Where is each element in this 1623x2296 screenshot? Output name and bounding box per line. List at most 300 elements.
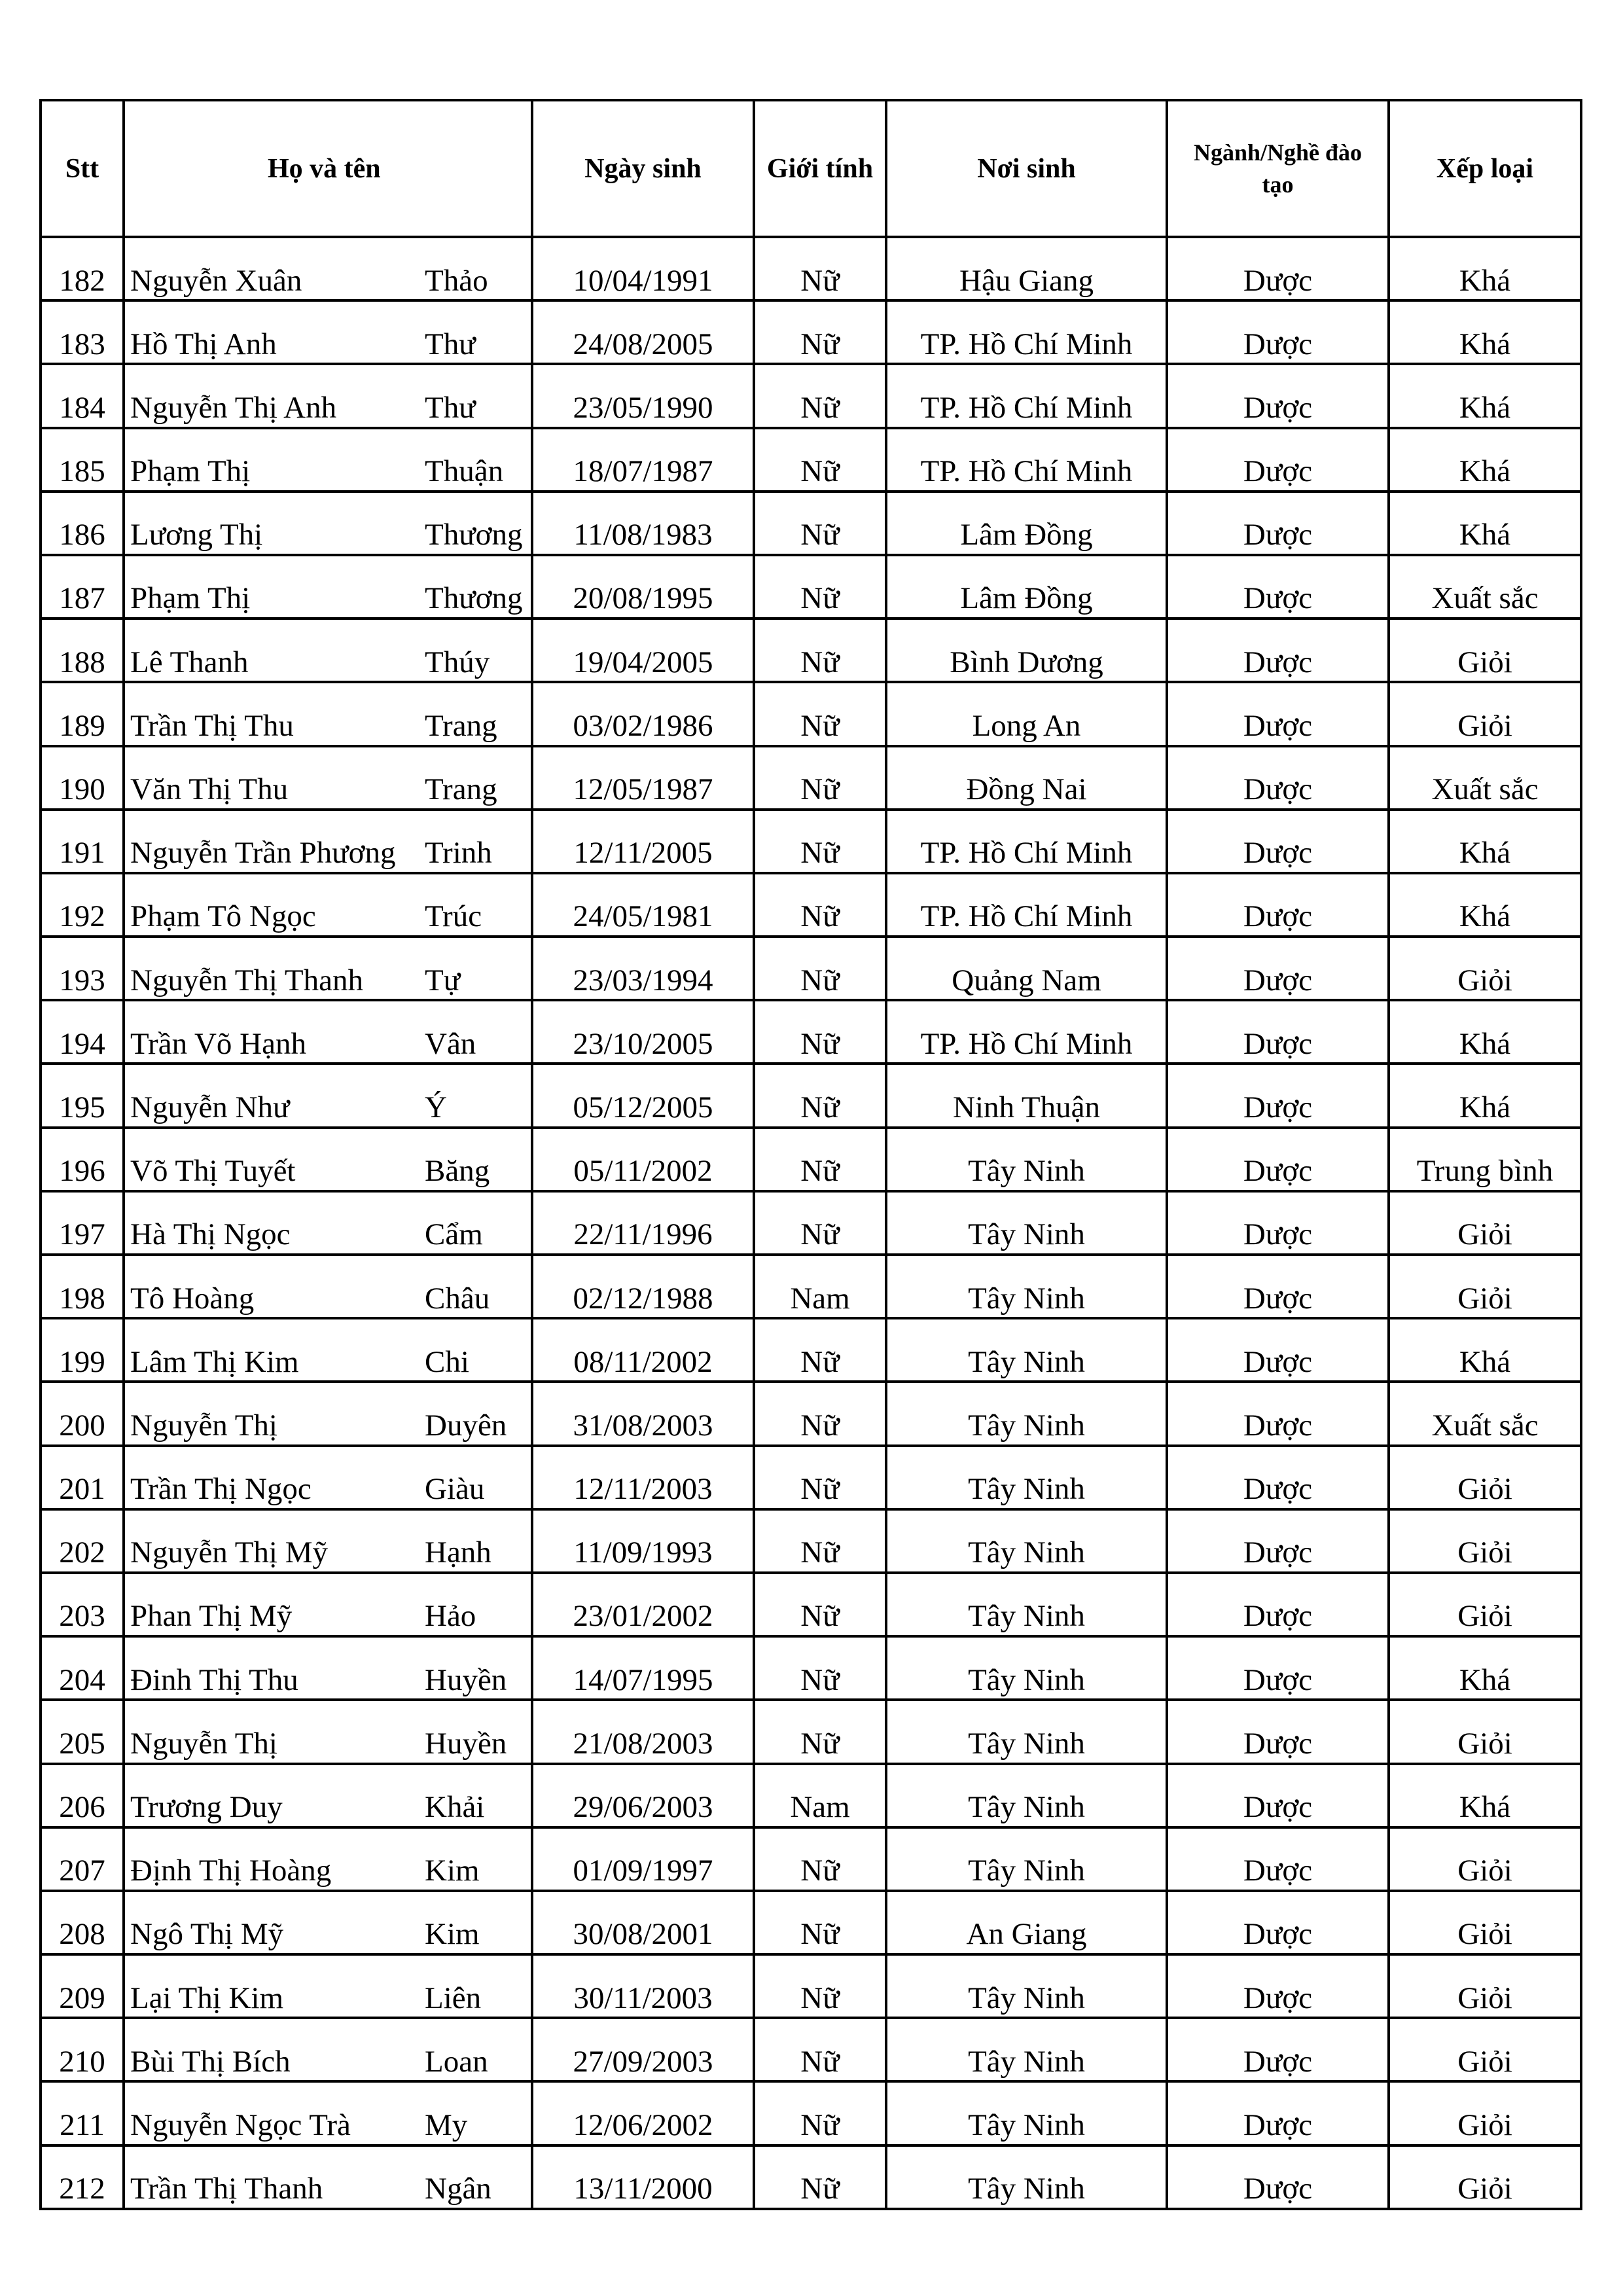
cell-full-name bbox=[124, 1000, 532, 1064]
cell-stt: 188 bbox=[41, 619, 124, 682]
cell-full-name bbox=[124, 873, 532, 937]
cell-full-name bbox=[124, 300, 532, 364]
cell-full-name bbox=[124, 810, 532, 873]
cell-rank: Khá bbox=[1389, 1000, 1581, 1064]
cell-birthplace: Tây Ninh bbox=[886, 1954, 1167, 2018]
cell-birthplace: TP. Hồ Chí Minh bbox=[886, 1000, 1167, 1064]
cell-given-name: Ngân bbox=[425, 2172, 491, 2206]
cell-given-name: Chi bbox=[425, 1344, 469, 1379]
cell-gender: Nữ bbox=[754, 1064, 886, 1127]
table-row bbox=[41, 2081, 1581, 2145]
cell-birthplace: Tây Ninh bbox=[886, 2018, 1167, 2081]
cell-full-name bbox=[124, 1636, 532, 1700]
table-row bbox=[41, 1827, 1581, 1891]
cell-birthplace: Tây Ninh bbox=[886, 1191, 1167, 1255]
cell-major: Dược bbox=[1167, 937, 1389, 1000]
cell-given-name: Thương bbox=[425, 518, 523, 552]
cell-given-name: My bbox=[425, 2108, 468, 2142]
cell-birthplace: Tây Ninh bbox=[886, 1128, 1167, 1191]
cell-family-name: Hồ Thị Anh bbox=[130, 327, 277, 361]
cell-stt: 186 bbox=[41, 492, 124, 555]
cell-birthplace: Tây Ninh bbox=[886, 1255, 1167, 1318]
cell-stt: 199 bbox=[41, 1318, 124, 1382]
cell-gender: Nữ bbox=[754, 364, 886, 427]
cell-dob: 11/08/1983 bbox=[532, 492, 754, 555]
cell-major: Dược bbox=[1167, 873, 1389, 937]
cell-family-name: Nguyễn Trần Phương bbox=[130, 836, 396, 870]
cell-gender: Nữ bbox=[754, 237, 886, 300]
cell-stt: 191 bbox=[41, 810, 124, 873]
cell-major: Dược bbox=[1167, 1700, 1389, 1763]
cell-gender: Nữ bbox=[754, 937, 886, 1000]
cell-full-name bbox=[124, 492, 532, 555]
cell-birthplace: Tây Ninh bbox=[886, 1700, 1167, 1763]
cell-rank: Giỏi bbox=[1389, 1700, 1581, 1763]
table-row bbox=[41, 1382, 1581, 1445]
table-row bbox=[41, 1764, 1581, 1827]
cell-family-name: Lâm Thị Kim bbox=[130, 1344, 299, 1379]
header-dob: Ngày sinh bbox=[532, 100, 754, 237]
cell-major: Dược bbox=[1167, 682, 1389, 745]
table-row bbox=[41, 810, 1581, 873]
cell-rank: Giỏi bbox=[1389, 1827, 1581, 1891]
cell-full-name bbox=[124, 1764, 532, 1827]
cell-gender: Nữ bbox=[754, 555, 886, 619]
cell-full-name bbox=[124, 682, 532, 745]
cell-stt: 197 bbox=[41, 1191, 124, 1255]
table-body bbox=[41, 237, 1581, 2209]
cell-major: Dược bbox=[1167, 2018, 1389, 2081]
cell-stt: 209 bbox=[41, 1954, 124, 2018]
table-row bbox=[41, 555, 1581, 619]
cell-gender: Nữ bbox=[754, 1446, 886, 1509]
cell-full-name bbox=[124, 1954, 532, 2018]
cell-stt: 208 bbox=[41, 1891, 124, 1954]
header-major bbox=[1167, 100, 1389, 237]
cell-birthplace: Tây Ninh bbox=[886, 1382, 1167, 1445]
cell-major: Dược bbox=[1167, 1318, 1389, 1382]
cell-rank: Giỏi bbox=[1389, 2081, 1581, 2145]
cell-dob: 23/05/1990 bbox=[532, 364, 754, 427]
cell-major: Dược bbox=[1167, 1636, 1389, 1700]
cell-given-name: Kim bbox=[425, 1854, 480, 1888]
cell-birthplace: Tây Ninh bbox=[886, 1573, 1167, 1636]
cell-gender: Nam bbox=[754, 1255, 886, 1318]
cell-family-name: Tô Hoàng bbox=[130, 1281, 255, 1316]
cell-family-name: Ngô Thị Mỹ bbox=[130, 1917, 284, 1952]
cell-rank: Khá bbox=[1389, 428, 1581, 492]
cell-rank: Khá bbox=[1389, 873, 1581, 937]
cell-full-name bbox=[124, 1064, 532, 1127]
header-stt: Stt bbox=[41, 100, 124, 237]
table-row bbox=[41, 1700, 1581, 1763]
table-row bbox=[41, 1509, 1581, 1573]
cell-family-name: Bùi Thị Bích bbox=[130, 2044, 291, 2079]
cell-full-name bbox=[124, 1128, 532, 1191]
table-row bbox=[41, 1128, 1581, 1191]
cell-gender: Nữ bbox=[754, 492, 886, 555]
header-major-line1: Ngành/Nghề đào bbox=[1193, 139, 1363, 166]
cell-gender: Nữ bbox=[754, 1700, 886, 1763]
cell-dob: 23/01/2002 bbox=[532, 1573, 754, 1636]
cell-family-name: Đinh Thị Thu bbox=[130, 1662, 298, 1697]
cell-full-name bbox=[124, 1446, 532, 1509]
cell-gender: Nữ bbox=[754, 1191, 886, 1255]
cell-family-name: Nguyễn Thị bbox=[130, 1726, 277, 1761]
cell-stt: 206 bbox=[41, 1764, 124, 1827]
cell-gender: Nữ bbox=[754, 428, 886, 492]
cell-rank: Giỏi bbox=[1389, 619, 1581, 682]
cell-stt: 202 bbox=[41, 1509, 124, 1573]
cell-stt: 194 bbox=[41, 1000, 124, 1064]
cell-gender: Nữ bbox=[754, 682, 886, 745]
cell-major: Dược bbox=[1167, 555, 1389, 619]
cell-given-name: Ý bbox=[425, 1090, 447, 1124]
cell-family-name: Hà Thị Ngọc bbox=[130, 1217, 291, 1252]
cell-rank: Khá bbox=[1389, 810, 1581, 873]
cell-stt: 189 bbox=[41, 682, 124, 745]
cell-full-name bbox=[124, 1191, 532, 1255]
table-row bbox=[41, 873, 1581, 937]
cell-full-name bbox=[124, 2145, 532, 2209]
cell-given-name: Huyền bbox=[425, 1726, 507, 1761]
cell-dob: 23/10/2005 bbox=[532, 1000, 754, 1064]
cell-stt: 207 bbox=[41, 1827, 124, 1891]
cell-family-name: Nguyễn Thị bbox=[130, 1408, 277, 1443]
cell-rank: Giỏi bbox=[1389, 1954, 1581, 2018]
cell-given-name: Thảo bbox=[425, 263, 488, 298]
cell-birthplace: Tây Ninh bbox=[886, 2081, 1167, 2145]
cell-family-name: Nguyễn Thị Anh bbox=[130, 390, 337, 425]
cell-rank: Xuất sắc bbox=[1389, 1382, 1581, 1445]
cell-birthplace: Lâm Đồng bbox=[886, 555, 1167, 619]
cell-stt: 193 bbox=[41, 937, 124, 1000]
cell-gender: Nữ bbox=[754, 1573, 886, 1636]
cell-major: Dược bbox=[1167, 1764, 1389, 1827]
table-row bbox=[41, 1255, 1581, 1318]
cell-stt: 195 bbox=[41, 1064, 124, 1127]
cell-birthplace: Tây Ninh bbox=[886, 1827, 1167, 1891]
cell-gender: Nữ bbox=[754, 1827, 886, 1891]
cell-given-name: Thư bbox=[425, 327, 476, 361]
cell-dob: 24/05/1981 bbox=[532, 873, 754, 937]
cell-dob: 18/07/1987 bbox=[532, 428, 754, 492]
cell-birthplace: TP. Hồ Chí Minh bbox=[886, 873, 1167, 937]
cell-dob: 12/11/2005 bbox=[532, 810, 754, 873]
cell-family-name: Nguyễn Xuân bbox=[130, 263, 302, 298]
cell-family-name: Lê Thanh bbox=[130, 645, 249, 679]
cell-gender: Nữ bbox=[754, 300, 886, 364]
cell-major: Dược bbox=[1167, 1827, 1389, 1891]
cell-family-name: Định Thị Hoàng bbox=[130, 1854, 332, 1888]
cell-stt: 212 bbox=[41, 2145, 124, 2209]
cell-family-name: Phạm Thị bbox=[130, 581, 251, 616]
table-row bbox=[41, 682, 1581, 745]
cell-given-name: Thư bbox=[425, 390, 476, 425]
cell-rank: Giỏi bbox=[1389, 1891, 1581, 1954]
cell-rank: Giỏi bbox=[1389, 2145, 1581, 2209]
cell-dob: 08/11/2002 bbox=[532, 1318, 754, 1382]
cell-family-name: Nguyễn Thị Mỹ bbox=[130, 1535, 329, 1570]
cell-stt: 196 bbox=[41, 1128, 124, 1191]
header-row bbox=[41, 100, 1581, 237]
cell-birthplace: Tây Ninh bbox=[886, 1509, 1167, 1573]
cell-major: Dược bbox=[1167, 810, 1389, 873]
cell-rank: Trung bình bbox=[1389, 1128, 1581, 1191]
cell-stt: 210 bbox=[41, 2018, 124, 2081]
cell-given-name: Châu bbox=[425, 1281, 490, 1316]
cell-stt: 184 bbox=[41, 364, 124, 427]
cell-family-name: Phạm Tô Ngọc bbox=[130, 899, 316, 934]
cell-family-name: Nguyễn Như bbox=[130, 1090, 290, 1124]
cell-stt: 187 bbox=[41, 555, 124, 619]
cell-gender: Nữ bbox=[754, 2081, 886, 2145]
cell-full-name bbox=[124, 2081, 532, 2145]
cell-given-name: Giàu bbox=[425, 1472, 485, 1507]
cell-birthplace: Tây Ninh bbox=[886, 1318, 1167, 1382]
table-row bbox=[41, 1573, 1581, 1636]
cell-rank: Giỏi bbox=[1389, 2018, 1581, 2081]
cell-given-name: Vân bbox=[425, 1026, 476, 1061]
table-row bbox=[41, 937, 1581, 1000]
cell-gender: Nữ bbox=[754, 1382, 886, 1445]
cell-rank: Giỏi bbox=[1389, 1255, 1581, 1318]
cell-dob: 01/09/1997 bbox=[532, 1827, 754, 1891]
cell-dob: 19/04/2005 bbox=[532, 619, 754, 682]
cell-gender: Nữ bbox=[754, 873, 886, 937]
cell-family-name: Nguyễn Ngọc Trà bbox=[130, 2108, 351, 2142]
cell-gender: Nữ bbox=[754, 1000, 886, 1064]
cell-family-name: Trương Duy bbox=[130, 1790, 283, 1824]
cell-family-name: Trần Thị Ngọc bbox=[130, 1472, 312, 1507]
cell-major: Dược bbox=[1167, 1128, 1389, 1191]
cell-rank: Khá bbox=[1389, 300, 1581, 364]
cell-family-name: Võ Thị Tuyết bbox=[130, 1154, 296, 1189]
table-row bbox=[41, 1446, 1581, 1509]
cell-gender: Nữ bbox=[754, 1636, 886, 1700]
cell-full-name bbox=[124, 364, 532, 427]
cell-dob: 29/06/2003 bbox=[532, 1764, 754, 1827]
cell-major: Dược bbox=[1167, 1446, 1389, 1509]
cell-family-name: Lại Thị Kim bbox=[130, 1981, 284, 2015]
table-row bbox=[41, 428, 1581, 492]
cell-rank: Giỏi bbox=[1389, 1446, 1581, 1509]
cell-gender: Nữ bbox=[754, 2018, 886, 2081]
cell-stt: 203 bbox=[41, 1573, 124, 1636]
table-row bbox=[41, 619, 1581, 682]
cell-stt: 200 bbox=[41, 1382, 124, 1445]
cell-stt: 201 bbox=[41, 1446, 124, 1509]
cell-birthplace: TP. Hồ Chí Minh bbox=[886, 364, 1167, 427]
cell-given-name: Thương bbox=[425, 581, 523, 616]
cell-major: Dược bbox=[1167, 1064, 1389, 1127]
cell-major: Dược bbox=[1167, 364, 1389, 427]
cell-gender: Nữ bbox=[754, 1318, 886, 1382]
table-row bbox=[41, 746, 1581, 810]
cell-full-name bbox=[124, 2018, 532, 2081]
cell-given-name: Liên bbox=[425, 1981, 482, 2015]
cell-gender: Nữ bbox=[754, 1891, 886, 1954]
table-row bbox=[41, 1954, 1581, 2018]
cell-full-name bbox=[124, 619, 532, 682]
cell-dob: 10/04/1991 bbox=[532, 237, 754, 300]
table-row bbox=[41, 1636, 1581, 1700]
cell-dob: 30/08/2001 bbox=[532, 1891, 754, 1954]
cell-rank: Khá bbox=[1389, 1764, 1581, 1827]
cell-dob: 20/08/1995 bbox=[532, 555, 754, 619]
cell-rank: Giỏi bbox=[1389, 1509, 1581, 1573]
table-row bbox=[41, 1318, 1581, 1382]
table-header bbox=[41, 100, 1581, 237]
cell-family-name: Văn Thị Thu bbox=[130, 772, 289, 806]
cell-given-name: Kim bbox=[425, 1917, 480, 1952]
cell-given-name: Trinh bbox=[425, 836, 492, 870]
cell-dob: 02/12/1988 bbox=[532, 1255, 754, 1318]
cell-rank: Khá bbox=[1389, 1318, 1581, 1382]
cell-stt: 204 bbox=[41, 1636, 124, 1700]
cell-stt: 192 bbox=[41, 873, 124, 937]
cell-given-name: Cẩm bbox=[425, 1217, 483, 1252]
cell-stt: 190 bbox=[41, 746, 124, 810]
cell-dob: 14/07/1995 bbox=[532, 1636, 754, 1700]
cell-family-name: Trần Võ Hạnh bbox=[130, 1026, 306, 1061]
cell-major: Dược bbox=[1167, 1255, 1389, 1318]
cell-major: Dược bbox=[1167, 2081, 1389, 2145]
cell-gender: Nữ bbox=[754, 1954, 886, 2018]
cell-rank: Giỏi bbox=[1389, 1573, 1581, 1636]
header-gender: Giới tính bbox=[754, 100, 886, 237]
cell-rank: Khá bbox=[1389, 1064, 1581, 1127]
cell-gender: Nữ bbox=[754, 2145, 886, 2209]
cell-gender: Nam bbox=[754, 1764, 886, 1827]
cell-gender: Nữ bbox=[754, 746, 886, 810]
header-name: Họ và tên bbox=[124, 100, 532, 237]
cell-family-name: Phan Thị Mỹ bbox=[130, 1599, 293, 1634]
cell-stt: 205 bbox=[41, 1700, 124, 1763]
cell-major: Dược bbox=[1167, 1573, 1389, 1636]
cell-rank: Giỏi bbox=[1389, 682, 1581, 745]
cell-family-name: Nguyễn Thị Thanh bbox=[130, 963, 363, 997]
cell-birthplace: Lâm Đồng bbox=[886, 492, 1167, 555]
header-rank: Xếp loại bbox=[1389, 100, 1581, 237]
cell-dob: 31/08/2003 bbox=[532, 1382, 754, 1445]
cell-dob: 05/12/2005 bbox=[532, 1064, 754, 1127]
cell-full-name bbox=[124, 937, 532, 1000]
cell-gender: Nữ bbox=[754, 1128, 886, 1191]
cell-dob: 11/09/1993 bbox=[532, 1509, 754, 1573]
cell-full-name bbox=[124, 1255, 532, 1318]
cell-given-name: Trang bbox=[425, 708, 497, 743]
cell-dob: 23/03/1994 bbox=[532, 937, 754, 1000]
cell-major: Dược bbox=[1167, 300, 1389, 364]
cell-full-name bbox=[124, 1827, 532, 1891]
cell-birthplace: Bình Dương bbox=[886, 619, 1167, 682]
cell-major: Dược bbox=[1167, 746, 1389, 810]
cell-given-name: Thuận bbox=[425, 454, 504, 489]
cell-dob: 03/02/1986 bbox=[532, 682, 754, 745]
cell-given-name: Trúc bbox=[425, 899, 482, 934]
cell-major: Dược bbox=[1167, 1000, 1389, 1064]
cell-major: Dược bbox=[1167, 428, 1389, 492]
cell-major: Dược bbox=[1167, 1891, 1389, 1954]
cell-major: Dược bbox=[1167, 1954, 1389, 2018]
cell-major: Dược bbox=[1167, 619, 1389, 682]
cell-stt: 198 bbox=[41, 1255, 124, 1318]
cell-birthplace: Hậu Giang bbox=[886, 237, 1167, 300]
cell-full-name bbox=[124, 1382, 532, 1445]
cell-major: Dược bbox=[1167, 1382, 1389, 1445]
header-birthplace: Nơi sinh bbox=[886, 100, 1167, 237]
table-row bbox=[41, 2018, 1581, 2081]
cell-given-name: Loan bbox=[425, 2044, 488, 2079]
cell-dob: 05/11/2002 bbox=[532, 1128, 754, 1191]
cell-full-name bbox=[124, 1573, 532, 1636]
cell-birthplace: Tây Ninh bbox=[886, 1764, 1167, 1827]
cell-full-name bbox=[124, 1509, 532, 1573]
cell-full-name bbox=[124, 1318, 532, 1382]
cell-dob: 12/06/2002 bbox=[532, 2081, 754, 2145]
table-row bbox=[41, 237, 1581, 300]
cell-birthplace: An Giang bbox=[886, 1891, 1167, 1954]
cell-rank: Giỏi bbox=[1389, 937, 1581, 1000]
cell-major: Dược bbox=[1167, 1191, 1389, 1255]
cell-major: Dược bbox=[1167, 237, 1389, 300]
cell-stt: 183 bbox=[41, 300, 124, 364]
cell-birthplace: Tây Ninh bbox=[886, 1446, 1167, 1509]
cell-dob: 12/05/1987 bbox=[532, 746, 754, 810]
cell-dob: 13/11/2000 bbox=[532, 2145, 754, 2209]
table-row bbox=[41, 2145, 1581, 2209]
table-row bbox=[41, 300, 1581, 364]
cell-full-name bbox=[124, 746, 532, 810]
cell-dob: 27/09/2003 bbox=[532, 2018, 754, 2081]
cell-birthplace: Tây Ninh bbox=[886, 2145, 1167, 2209]
cell-full-name bbox=[124, 555, 532, 619]
cell-rank: Giỏi bbox=[1389, 1191, 1581, 1255]
cell-major: Dược bbox=[1167, 492, 1389, 555]
cell-stt: 211 bbox=[41, 2081, 124, 2145]
cell-rank: Khá bbox=[1389, 237, 1581, 300]
cell-dob: 22/11/1996 bbox=[532, 1191, 754, 1255]
cell-family-name: Lương Thị bbox=[130, 518, 263, 552]
cell-birthplace: TP. Hồ Chí Minh bbox=[886, 300, 1167, 364]
cell-birthplace: Tây Ninh bbox=[886, 1636, 1167, 1700]
cell-birthplace: TP. Hồ Chí Minh bbox=[886, 810, 1167, 873]
cell-major: Dược bbox=[1167, 1509, 1389, 1573]
cell-gender: Nữ bbox=[754, 1509, 886, 1573]
cell-full-name bbox=[124, 428, 532, 492]
cell-dob: 30/11/2003 bbox=[532, 1954, 754, 2018]
header-major-line2: tạo bbox=[1262, 171, 1294, 198]
table-row bbox=[41, 492, 1581, 555]
cell-full-name bbox=[124, 1891, 532, 1954]
cell-full-name bbox=[124, 237, 532, 300]
cell-birthplace: Quảng Nam bbox=[886, 937, 1167, 1000]
cell-rank: Xuất sắc bbox=[1389, 555, 1581, 619]
cell-rank: Khá bbox=[1389, 364, 1581, 427]
cell-dob: 21/08/2003 bbox=[532, 1700, 754, 1763]
cell-rank: Xuất sắc bbox=[1389, 746, 1581, 810]
table-row bbox=[41, 1891, 1581, 1954]
cell-major: Dược bbox=[1167, 2145, 1389, 2209]
cell-given-name: Hảo bbox=[425, 1599, 476, 1634]
cell-rank: Khá bbox=[1389, 492, 1581, 555]
cell-dob: 12/11/2003 bbox=[532, 1446, 754, 1509]
table-row bbox=[41, 1191, 1581, 1255]
cell-family-name: Phạm Thị bbox=[130, 454, 251, 489]
cell-dob: 24/08/2005 bbox=[532, 300, 754, 364]
table-row bbox=[41, 364, 1581, 427]
